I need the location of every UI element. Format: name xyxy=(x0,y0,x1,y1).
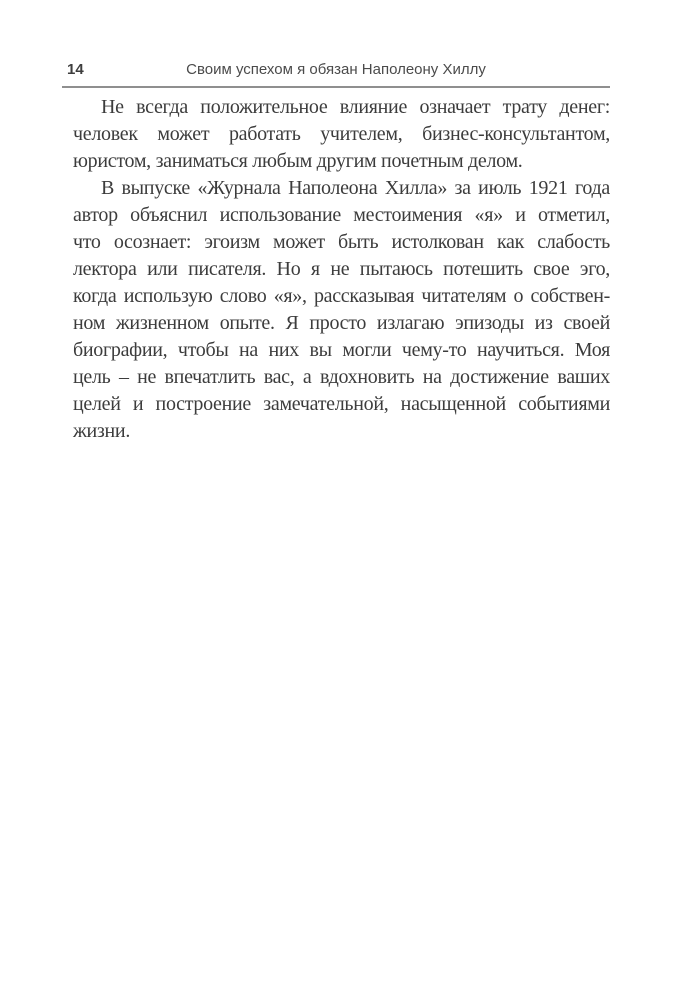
text-line: когда использую слово «я», рассказывая читателям о собствен- xyxy=(73,285,610,307)
text-line: лектора или писателя. Но я не пытаюсь потешить свое эго, xyxy=(73,258,610,280)
text-line: цель – не впечатлить вас, а вдохновить на достижение ваших xyxy=(73,366,610,388)
text-line: юристом, заниматься любым другим почетным делом. xyxy=(73,150,523,172)
text-line: В выпуске «Журнала Наполеона Хилла» за июль 1921 года xyxy=(101,177,610,199)
body-text-block xyxy=(73,94,610,445)
text-line: ном жизненном опыте. Я просто излагаю эпизоды из своей xyxy=(73,312,610,334)
text-line: жизни. xyxy=(73,420,131,442)
text-line: автор объяснил использование местоимения «я» и отметил, xyxy=(73,204,610,226)
paragraph xyxy=(73,94,610,175)
header-rule xyxy=(62,86,610,88)
page-number: 14 xyxy=(67,61,84,78)
text-line: Не всегда положительное влияние означает трату денег: xyxy=(101,96,610,118)
text-line: целей и построение замечательной, насыщенной событиями xyxy=(73,393,610,415)
text-line: человек может работать учителем, бизнес-консультантом, xyxy=(73,123,610,145)
paragraph xyxy=(73,175,610,445)
running-header-title: Своим успехом я обязан Наполеону Хиллу xyxy=(186,61,486,78)
text-line: что осознает: эгоизм может быть истолкован как слабость xyxy=(73,231,610,253)
page-header xyxy=(62,61,610,81)
text-line: биографии, чтобы на них вы могли чему-то научиться. Моя xyxy=(73,339,610,361)
